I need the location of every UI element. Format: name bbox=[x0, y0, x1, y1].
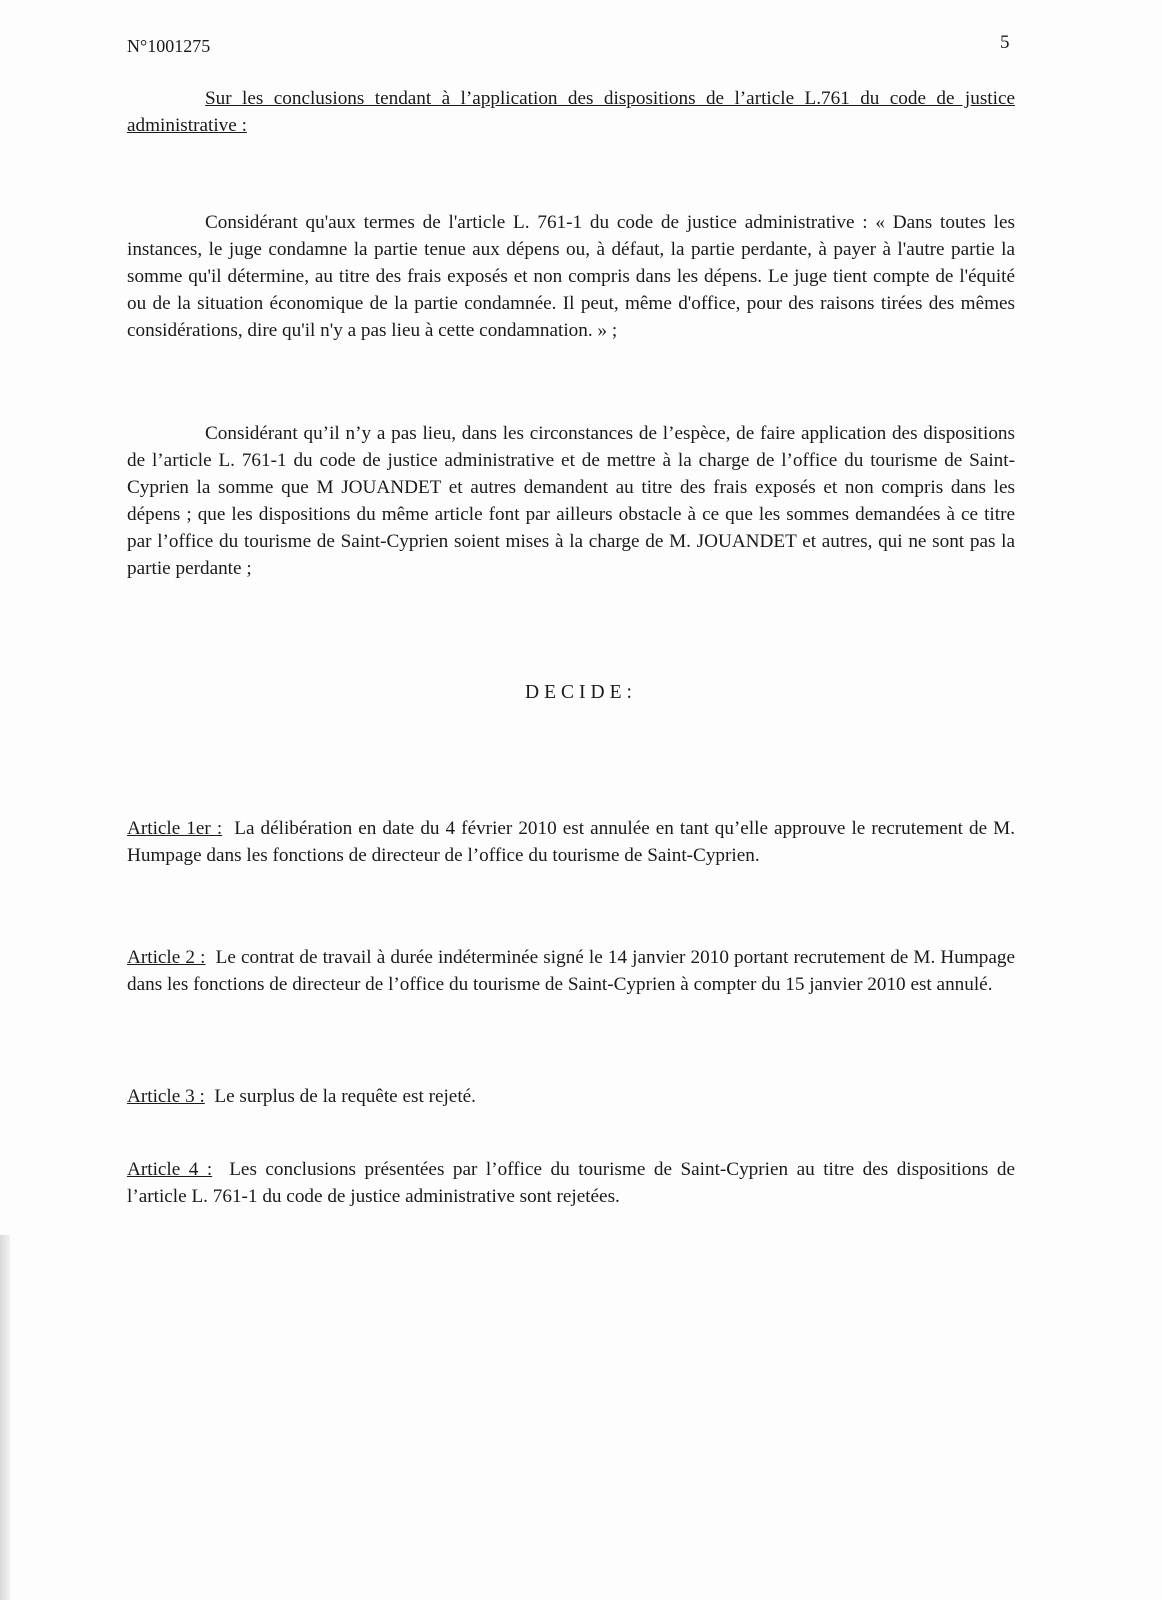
article-1 bbox=[127, 815, 1015, 869]
article-2 bbox=[127, 944, 1015, 998]
article-2-label: Article 2 : bbox=[127, 947, 206, 968]
article-4-label: Article 4 : bbox=[127, 1159, 213, 1180]
article-2-text: Le contrat de travail à durée indéterminée signé le 14 janvier 2010 portant recrutement de M. Humpage dans les fonctions de directeur de l’office du tourisme de Saint-Cyprien à compter du 15 janvier 2010 est annulé. bbox=[127, 947, 1015, 995]
article-1-text: La délibération en date du 4 février 2010 est annulée en tant qu’elle approuve le recrutement de M. Humpage dans les fonctions de directeur de l’office du tourisme de Saint-Cyprien. bbox=[127, 818, 1015, 866]
page-number: 5 bbox=[1000, 32, 1010, 53]
article-3-label: Article 3 : bbox=[127, 1086, 205, 1107]
article-1-label: Article 1er : bbox=[127, 818, 223, 839]
case-number: N°1001275 bbox=[127, 36, 211, 56]
article-3 bbox=[127, 1083, 1015, 1110]
scan-edge-shadow bbox=[0, 1235, 10, 1600]
article-4 bbox=[127, 1156, 1015, 1210]
article-4-text: Les conclusions présentées par l’office du tourisme de Saint-Cyprien au titre des dispositions de l’article L. 761-1 du code de justice administrative sont rejetées. bbox=[127, 1159, 1015, 1207]
section-heading bbox=[127, 85, 1015, 139]
section-heading-text: Sur les conclusions tendant à l’application des dispositions de l’article L.761 du code de justice administrative : bbox=[127, 88, 1015, 136]
decide-heading: DECIDE: bbox=[525, 682, 637, 703]
article-3-text: Le surplus de la requête est rejeté. bbox=[214, 1086, 476, 1107]
paragraph-considerant-1: Considérant qu'aux termes de l'article L. 761-1 du code de justice administrative : « Dans toutes les instances, le juge condamne la partie tenue aux dépens ou, à défaut, la partie perdante, à payer à l'autre partie la somme qu'il détermine, au titre des frais exposés et non compris dans les dépens. Le juge tient compte de l'équité ou de la situation économique de la partie condamnée. Il peut, même d'office, pour des raisons tirées des mêmes considérations, dire qu'il n'y a pas lieu à cette condamnation. » ; bbox=[127, 212, 1015, 341]
paragraph-considerant-2: Considérant qu’il n’y a pas lieu, dans les circonstances de l’espèce, de faire application des dispositions de l’article L. 761-1 du code de justice administrative et de mettre à la charge de l’office du tourisme de Saint-Cyprien la somme que M JOUANDET et autres demandent au titre des frais exposés et non compris dans les dépens ; que les dispositions du même article font par ailleurs obstacle à ce que les sommes demandées à ce titre par l’office du tourisme de Saint-Cyprien soient mises à la charge de M. JOUANDET et autres, qui ne sont pas la partie perdante ; bbox=[127, 423, 1015, 579]
